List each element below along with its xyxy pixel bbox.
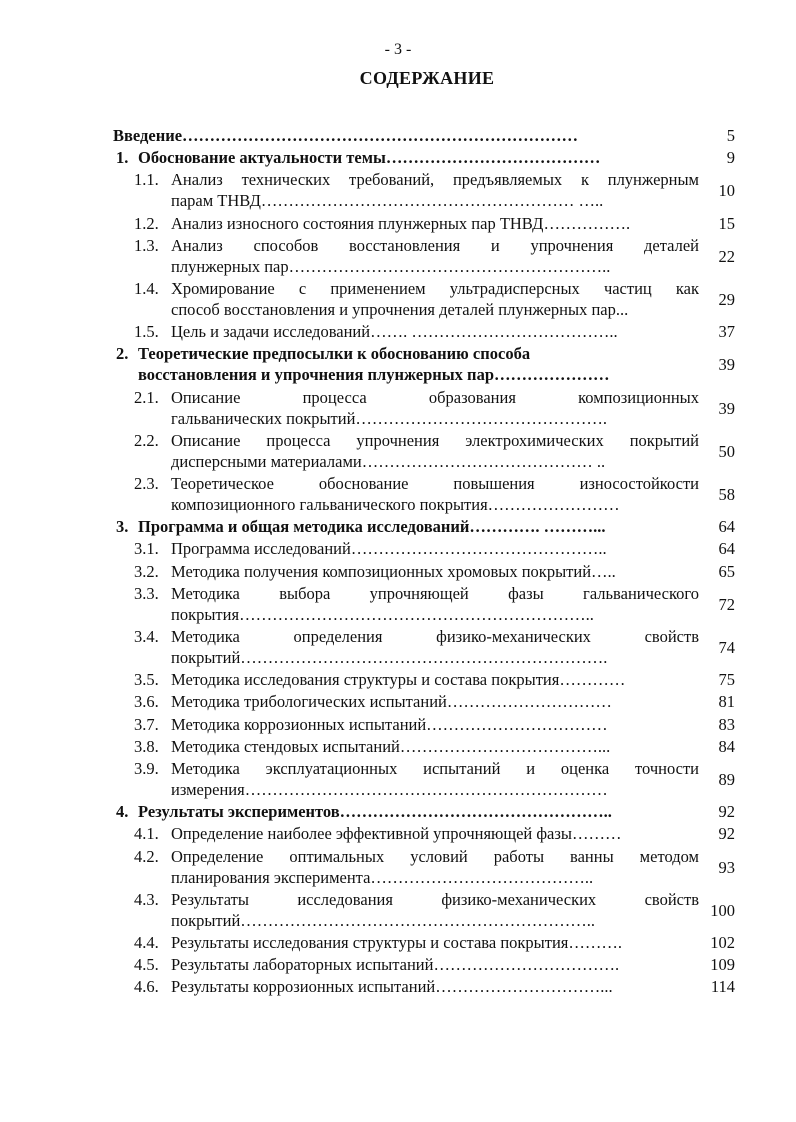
toc-number: 1.1.: [134, 170, 159, 190]
page-number: - 3 -: [384, 41, 412, 58]
toc-number: 3.1.: [134, 539, 159, 559]
toc-title-line: способ восстановления и упрочнения деталей плунжерных пар...: [171, 300, 629, 319]
toc-page-number: 74: [718, 638, 735, 657]
toc-title-line: восстановления и упрочнения плунжерных пар…………………: [138, 365, 610, 385]
page-title: СОДЕРЖАНИЕ: [359, 68, 495, 88]
toc-title-line: Результаты лабораторных испытаний…………………………….: [171, 955, 620, 975]
toc-number: 1.: [116, 148, 129, 168]
toc-number: 3.3.: [134, 583, 159, 603]
toc-title-line: покрытия………………………………………………………..: [171, 604, 594, 624]
toc-number: 1.3.: [134, 235, 159, 255]
toc-title-line: Результаты коррозионных испытаний…………………………...: [171, 977, 613, 997]
toc-number: 4.4.: [134, 933, 159, 952]
toc-title-line: Методика стендовых испытаний………………………………...: [171, 736, 611, 756]
toc-title-line: дисперсными материалами…………………………………… ..: [171, 451, 606, 471]
toc-title-line: Анализ износного состояния плунжерных пар ТНВД…………….: [171, 213, 631, 233]
toc-page-number: 64: [718, 539, 735, 559]
toc-page-number: 102: [710, 933, 735, 952]
toc-title-line: Хромирование с применением ультрадисперсных частиц как: [171, 279, 699, 298]
toc-page-number: 29: [718, 290, 735, 309]
toc-page-number: 22: [718, 246, 735, 266]
toc-number: 4.5.: [134, 955, 159, 975]
toc-title-line: Методика исследования структуры и состава покрытия…………: [171, 670, 626, 690]
toc-number: 1.5.: [134, 322, 159, 342]
toc-page-number: 93: [718, 857, 735, 877]
toc-number: 2.3.: [134, 474, 159, 493]
toc-number: 4.2.: [134, 846, 159, 866]
toc-number: 1.2.: [134, 213, 159, 233]
toc-title-line: Методика получения композиционных хромовых покрытий…..: [171, 561, 616, 581]
toc-number: 3.8.: [134, 736, 159, 756]
toc-page-number: 9: [726, 148, 735, 168]
toc-title-line: Методика трибологических испытаний…………………………: [171, 692, 612, 712]
toc-title-line: Результаты экспериментов…………………………………………..: [138, 802, 612, 822]
toc-title-line: Описание процесса образования композиционных: [171, 387, 699, 407]
toc-page-number: 109: [710, 955, 735, 975]
toc-number: 4.1.: [134, 824, 159, 844]
toc-number: 3.4.: [134, 627, 159, 646]
toc-page-number: 39: [718, 398, 735, 418]
toc-title-line: гальванических покрытий……………………………………….: [171, 408, 608, 428]
toc-number: 2.2.: [134, 430, 159, 450]
toc-page-number: 114: [710, 977, 735, 997]
toc-page-number: 50: [718, 441, 735, 461]
toc-number: 4.: [116, 802, 129, 822]
toc-number: 2.1.: [134, 387, 159, 407]
toc-number: 3.9.: [134, 759, 159, 778]
toc-number: 3.6.: [134, 692, 159, 712]
toc-title-line: Цель и задачи исследований……. ………………………………..: [171, 322, 618, 342]
toc-page-number: 100: [710, 900, 735, 920]
toc-page-number: 92: [718, 802, 735, 822]
toc-page-number: 64: [718, 517, 735, 537]
toc-title-line: измерения…………………………………………………………: [171, 780, 608, 799]
toc-title-line: Методика выбора упрочняющей фазы гальванического: [171, 583, 699, 603]
toc-title-line: Анализ способов восстановления и упрочнения деталей: [171, 235, 699, 255]
toc-title-line: Методика эксплуатационных испытаний и оценка точности: [171, 759, 699, 778]
toc-title-line: покрытий………………………………………………………..: [171, 910, 596, 930]
toc-page-number: 75: [718, 670, 735, 690]
toc-page-number: 72: [718, 594, 735, 614]
toc-page-number: 58: [718, 485, 735, 504]
toc-page-number: 92: [718, 824, 735, 844]
toc-page-number: 39: [718, 355, 735, 375]
toc-number: 4.6.: [134, 977, 159, 997]
toc-page-number: 89: [718, 770, 735, 789]
toc-title-line: планирования эксперимента…………………………………..: [171, 867, 594, 887]
toc-title-line: Программа и общая методика исследований…………. ………...: [138, 517, 606, 537]
toc-title-line: плунжерных пар…………………………………………………..: [171, 256, 611, 276]
toc-page-number: 84: [718, 736, 735, 756]
toc-title-line: Результаты исследования структуры и состава покрытия……….: [171, 933, 623, 952]
toc-title-line: Введение………………………………………………………………: [113, 126, 579, 145]
toc-title-line: Определение оптимальных условий работы ванны методом: [171, 846, 699, 866]
toc-page-number: 37: [718, 322, 735, 342]
toc-title-line: парам ТНВД………………………………………………… …..: [171, 191, 604, 211]
toc-title-line: Программа исследований………………………………………..: [171, 539, 607, 559]
toc-page-number: 81: [718, 692, 735, 712]
toc-title-line: Теоретические предпосылки к обоснованию способа: [138, 344, 531, 364]
toc-title-line: Методика определения физико-механических свойств: [171, 627, 699, 646]
toc-title-line: Определение наиболее эффективной упрочняющей фазы………: [171, 824, 622, 844]
toc-title-line: Результаты исследования физико-механических свойств: [171, 889, 699, 909]
toc-title-line: покрытий………………………………………………………….: [171, 648, 608, 667]
toc-number: 2.: [116, 344, 129, 364]
toc-page-number: 15: [718, 213, 735, 233]
toc-title-line: Анализ технических требований, предъявляемых к плунжерным: [171, 170, 699, 190]
toc-page-number: 65: [718, 561, 735, 581]
toc-title-line: Обоснование актуальности темы…………………………………: [138, 148, 601, 168]
toc-number: 4.3.: [134, 889, 159, 909]
toc-page-number: 5: [726, 126, 735, 145]
toc-number: 3.: [116, 517, 129, 537]
toc-page-number: 10: [718, 181, 735, 201]
toc-number: 3.7.: [134, 714, 159, 734]
toc-title-line: Методика коррозионных испытаний……………………………: [171, 714, 608, 734]
toc-number: 1.4.: [134, 279, 159, 298]
toc-title-line: Описание процесса упрочнения электрохимических покрытий: [171, 430, 699, 450]
toc-page-number: 83: [718, 714, 735, 734]
toc-number: 3.5.: [134, 670, 159, 690]
toc-number: 3.2.: [134, 561, 159, 581]
toc-title-line: Теоретическое обоснование повышения износостойкости: [171, 474, 699, 493]
toc-title-line: композиционного гальванического покрытия……………………: [171, 495, 620, 514]
